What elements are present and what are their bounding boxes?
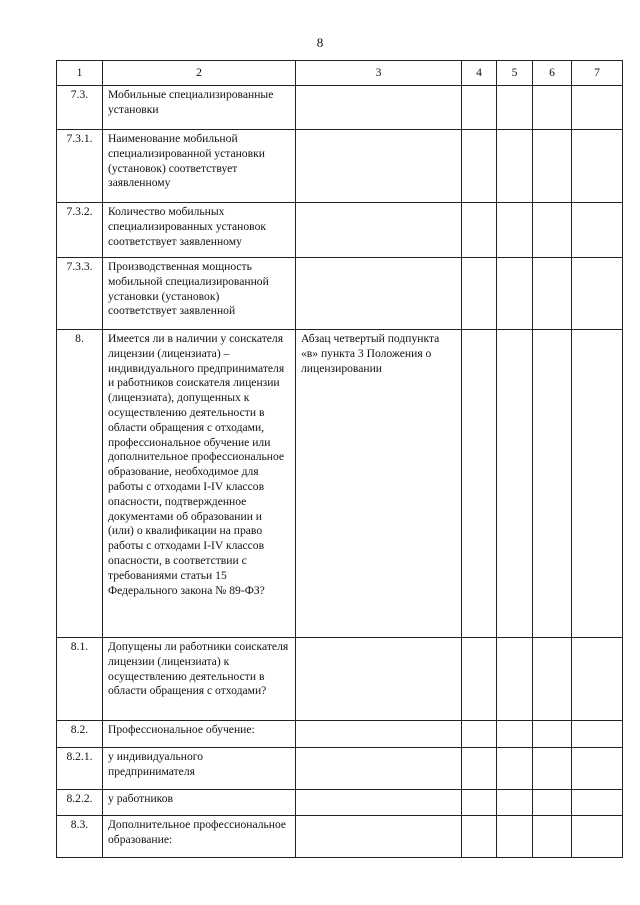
row-reference bbox=[296, 790, 462, 816]
row-col-7 bbox=[572, 721, 623, 748]
row-number: 8.3. bbox=[57, 816, 103, 858]
row-col-4 bbox=[462, 86, 497, 130]
row-question: Производственная мощность мобильной специализированной установки (установок) соответствует заявленной bbox=[103, 258, 296, 330]
row-reference bbox=[296, 638, 462, 721]
row-col-5 bbox=[497, 203, 533, 258]
table-row bbox=[57, 790, 623, 816]
table-row bbox=[57, 721, 623, 748]
row-col-6 bbox=[533, 790, 572, 816]
row-number: 7.3.3. bbox=[57, 258, 103, 330]
row-col-4 bbox=[462, 748, 497, 790]
row-reference bbox=[296, 86, 462, 130]
row-col-4 bbox=[462, 721, 497, 748]
row-question: Количество мобильных специализированных установок соответствует заявленному bbox=[103, 203, 296, 258]
row-question: Дополнительное профессиональное образование: bbox=[103, 816, 296, 858]
row-col-6 bbox=[533, 816, 572, 858]
header-col-7: 7 bbox=[572, 61, 623, 86]
row-reference bbox=[296, 258, 462, 330]
row-col-6 bbox=[533, 638, 572, 721]
row-reference bbox=[296, 203, 462, 258]
table-row bbox=[57, 816, 623, 858]
row-col-4 bbox=[462, 130, 497, 203]
header-col-3: 3 bbox=[296, 61, 462, 86]
row-col-6 bbox=[533, 721, 572, 748]
row-col-4 bbox=[462, 816, 497, 858]
row-col-4 bbox=[462, 790, 497, 816]
row-question: у работников bbox=[103, 790, 296, 816]
row-col-5 bbox=[497, 790, 533, 816]
row-question: у индивидуального предпринимателя bbox=[103, 748, 296, 790]
header-col-4: 4 bbox=[462, 61, 497, 86]
row-reference: Абзац четвертый подпункта «в» пункта 3 Положения о лицензировании bbox=[296, 330, 462, 638]
row-col-6 bbox=[533, 130, 572, 203]
header-col-2: 2 bbox=[103, 61, 296, 86]
row-col-5 bbox=[497, 330, 533, 638]
row-col-5 bbox=[497, 721, 533, 748]
header-col-1: 1 bbox=[57, 61, 103, 86]
table-row bbox=[57, 638, 623, 721]
table-row bbox=[57, 748, 623, 790]
row-question: Профессиональное обучение: bbox=[103, 721, 296, 748]
row-col-5 bbox=[497, 816, 533, 858]
row-col-4 bbox=[462, 203, 497, 258]
row-col-5 bbox=[497, 258, 533, 330]
row-col-7 bbox=[572, 86, 623, 130]
row-number: 7.3. bbox=[57, 86, 103, 130]
row-reference bbox=[296, 816, 462, 858]
row-question: Мобильные специализированные установки bbox=[103, 86, 296, 130]
row-col-7 bbox=[572, 790, 623, 816]
table-row bbox=[57, 258, 623, 330]
checklist-table bbox=[56, 60, 623, 858]
row-col-7 bbox=[572, 258, 623, 330]
table-row bbox=[57, 330, 623, 638]
row-reference bbox=[296, 130, 462, 203]
row-col-6 bbox=[533, 258, 572, 330]
table-header-row bbox=[57, 61, 623, 86]
table-row bbox=[57, 86, 623, 130]
row-col-6 bbox=[533, 86, 572, 130]
row-col-7 bbox=[572, 130, 623, 203]
row-number: 8. bbox=[57, 330, 103, 638]
row-number: 8.2.2. bbox=[57, 790, 103, 816]
row-col-7 bbox=[572, 203, 623, 258]
row-col-5 bbox=[497, 130, 533, 203]
row-col-6 bbox=[533, 330, 572, 638]
table-row bbox=[57, 203, 623, 258]
row-question: Наименование мобильной специализированной установки (установок) соответствует заявленному bbox=[103, 130, 296, 203]
row-number: 8.2.1. bbox=[57, 748, 103, 790]
row-col-6 bbox=[533, 203, 572, 258]
header-col-5: 5 bbox=[497, 61, 533, 86]
row-number: 8.1. bbox=[57, 638, 103, 721]
row-col-4 bbox=[462, 258, 497, 330]
row-question: Допущены ли работники соискателя лицензии (лицензиата) к осуществлению деятельности в области обращения с отходами? bbox=[103, 638, 296, 721]
row-col-5 bbox=[497, 638, 533, 721]
row-number: 7.3.2. bbox=[57, 203, 103, 258]
row-reference bbox=[296, 721, 462, 748]
header-col-6: 6 bbox=[533, 61, 572, 86]
table-row bbox=[57, 130, 623, 203]
row-col-7 bbox=[572, 330, 623, 638]
row-col-5 bbox=[497, 86, 533, 130]
row-col-7 bbox=[572, 816, 623, 858]
row-col-5 bbox=[497, 748, 533, 790]
row-question: Имеется ли в наличии у соискателя лицензии (лицензиата) – индивидуального предпринимателя и работников соискателя лицензии (лицензиата), допущенных к осуществлению деятельности в области обращения с отходами, профессиональное обучение или дополнительное профессиональное образование, необходимое для работы с отходами I-IV классов опасности, подтвержденное документами об образовании и (или) о квалификации на право работы с отходами I-IV классов опасности, в соответствии с требованиями статьи 15 Федерального закона № 89-ФЗ? bbox=[103, 330, 296, 638]
row-col-7 bbox=[572, 748, 623, 790]
row-reference bbox=[296, 748, 462, 790]
row-col-6 bbox=[533, 748, 572, 790]
row-col-4 bbox=[462, 330, 497, 638]
row-number: 8.2. bbox=[57, 721, 103, 748]
row-col-7 bbox=[572, 638, 623, 721]
row-col-4 bbox=[462, 638, 497, 721]
row-number: 7.3.1. bbox=[57, 130, 103, 203]
page-number: 8 bbox=[316, 35, 324, 50]
